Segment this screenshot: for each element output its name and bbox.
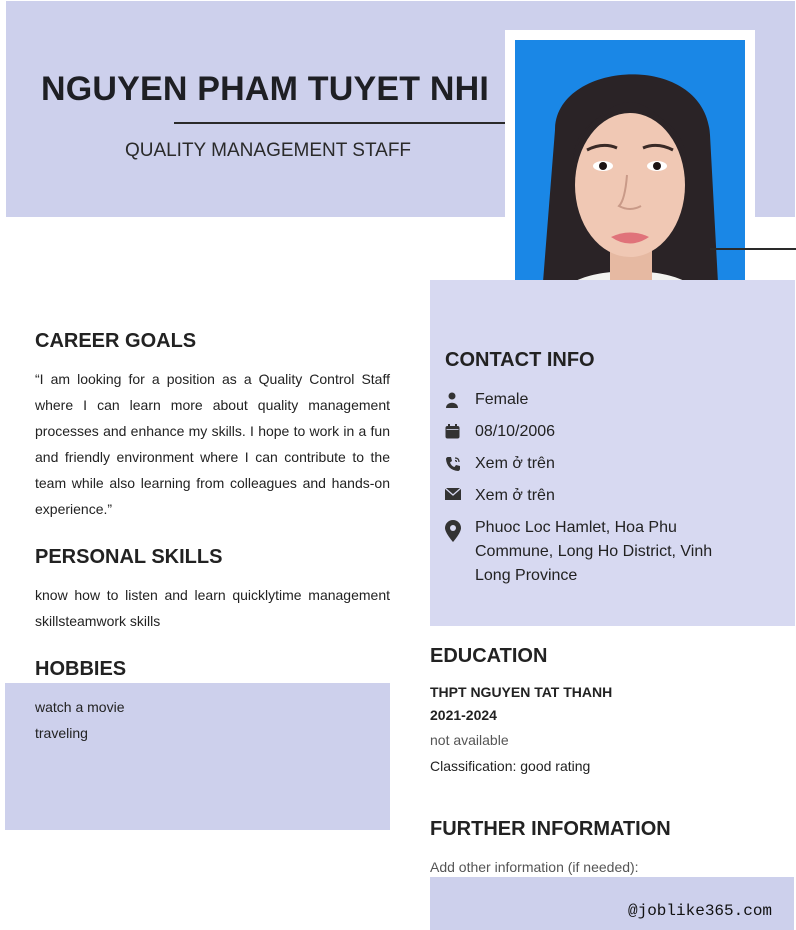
portrait-illustration	[515, 40, 745, 320]
education-major: not available	[430, 732, 509, 748]
hobby-item: traveling	[35, 725, 88, 741]
contact-dob-row	[445, 420, 735, 444]
phone-icon	[445, 452, 475, 476]
location-pin-icon	[445, 516, 475, 588]
personal-skills-heading: PERSONAL SKILLS	[35, 546, 223, 568]
person-icon	[445, 388, 475, 412]
mail-icon	[445, 484, 475, 508]
calendar-icon	[445, 420, 475, 444]
education-heading: EDUCATION	[430, 645, 548, 667]
candidate-name: NGUYEN PHAM TUYET NHI	[40, 70, 490, 108]
contact-gender-row	[445, 388, 735, 412]
career-goals-heading: CAREER GOALS	[35, 330, 197, 352]
education-years: 2021-2024	[430, 707, 497, 723]
contact-phone-row	[445, 452, 735, 476]
contact-dob: 08/10/2006	[475, 423, 556, 440]
contact-address: Phuoc Loc Hamlet, Hoa Phu Commune, Long Ho District, Vinh Long Province	[475, 519, 713, 584]
contact-address-row	[445, 516, 725, 588]
contact-email: Xem ở trên	[475, 487, 555, 504]
personal-skills-text: know how to listen and learn quicklytime management skillsteamwork skills	[35, 587, 390, 629]
contact-phone: Xem ở trên	[475, 455, 555, 472]
watermark: @joblike365.com	[628, 902, 773, 920]
contact-heading: CONTACT INFO	[445, 349, 595, 371]
title-divider	[174, 122, 546, 124]
career-goals-text: “I am looking for a position as a Quality Control Staff where I can learn more about quality management processes and enhance my skills. I hope to work in a fun and friendly environment where I can contribute to the team while also learning from colleagues and hands-on experience.”	[35, 371, 390, 517]
education-classification: Classification: good rating	[430, 758, 591, 774]
further-info-label: Add other information (if needed):	[430, 859, 639, 875]
hobby-item: watch a movie	[35, 699, 125, 715]
contact-gender: Female	[475, 391, 529, 408]
job-title: QUALITY MANAGEMENT STAFF	[124, 140, 412, 161]
hobbies-heading: HOBBIES	[35, 658, 127, 680]
side-divider	[710, 248, 796, 250]
further-info-heading: FURTHER INFORMATION	[430, 818, 671, 840]
education-school: THPT NGUYEN TAT THANH	[430, 684, 613, 700]
profile-photo	[515, 40, 745, 320]
contact-email-row	[445, 484, 735, 508]
